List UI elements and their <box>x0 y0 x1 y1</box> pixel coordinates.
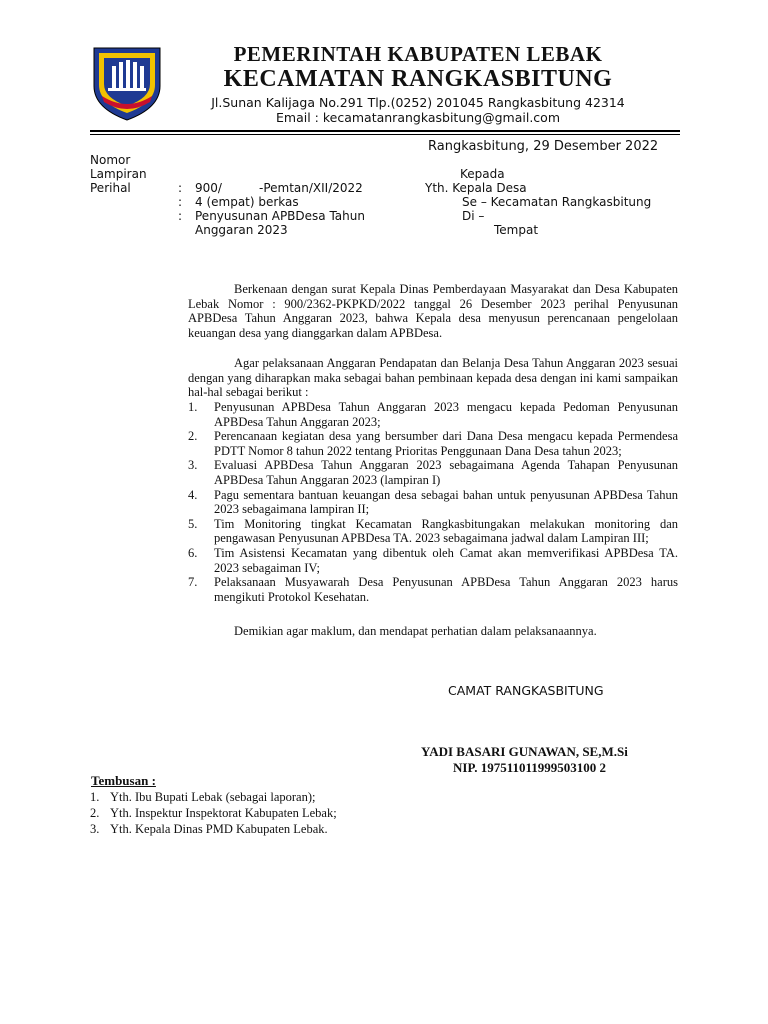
meta-colon-2: : <box>178 195 183 209</box>
recipient-line-1: Yth. Kepala Desa <box>425 181 527 195</box>
body-paragraph-1: Berkenaan dengan surat Kepala Dinas Pemberdayaan Masyarakat dan Desa Kabupaten Lebak Nomor : 900/2362-PKPKD/2022 tanggal 26 Desember 2023 perihal Penyusunan APBDesa Tahun Anggaran 2023, bahwa Kepala desa menyusun perencanaan pengelolaan keuangan desa yang dianggarkan dalam APBDesa. <box>188 282 678 340</box>
body-paragraph-2: Agar pelaksanaan Anggaran Pendapatan dan Belanja Desa Tahun Anggaran 2023 sesuai dengan yang diharapkan maka sebagai bahan pembinaan kepada desa dengan ini kami sampaikan hal-hal sebagai berikut : <box>188 356 678 400</box>
signature-name: YADI BASARI GUNAWAN, SE,M.Si <box>421 744 628 759</box>
date-line: Rangkasbitung, 29 Desember 2022 <box>428 139 659 154</box>
meta-lampiran-value: 4 (empat) berkas <box>195 195 299 209</box>
list-item: 1. Yth. Ibu Bupati Lebak (sebagai laporan); <box>90 790 316 804</box>
meta-colon-3: : <box>178 209 183 223</box>
header-email: Email : kecamatanrangkasbitung@gmail.com <box>276 110 560 125</box>
list-item: 7. Pelaksanaan Musyawarah Desa Penyusunan APBDesa Tahun Anggaran 2023 harus mengikuti Protokol Kesehatan. <box>188 575 678 604</box>
meta-nomor-label: Nomor <box>90 153 131 167</box>
list-item: 4. Pagu sementara bantuan keuangan desa sebagai bahan untuk penyusunan APBDesa Tahun 2023 sebagaimana lampiran II; <box>188 487 678 517</box>
tembusan-label: Tembusan : <box>91 773 156 788</box>
meta-nomor-value-a: 900/ <box>195 181 222 195</box>
meta-lampiran-label: Lampiran <box>90 167 147 181</box>
list-item: 2. Yth. Inspektur Inspektorat Kabupaten Lebak; <box>90 806 337 820</box>
signature-nip: NIP. 197511011999503100 2 <box>453 760 607 775</box>
meta-perihal-value-1: Penyusunan APBDesa Tahun <box>195 209 365 223</box>
signature-title: CAMAT RANGKASBITUNG <box>448 683 604 698</box>
header-divider-thick <box>90 130 680 132</box>
recipient-line-4: Tempat <box>494 223 539 237</box>
meta-nomor-value-b: -Pemtan/XII/2022 <box>259 181 363 195</box>
meta-colon-1: : <box>178 181 183 195</box>
header-government: PEMERINTAH KABUPATEN LEBAK <box>233 42 603 66</box>
meta-perihal-value-2: Anggaran 2023 <box>195 223 288 237</box>
list-item: 2. Perencanaan kegiatan desa yang bersumber dari Dana Desa mengacu kepada Permendesa PDTT Nomor 8 tahun 2022 tentang Prioritas Penggunaan Dana Desa tahun 2023; <box>188 429 678 458</box>
tembusan-list <box>90 789 490 837</box>
header-district: KECAMATAN RANGKASBITUNG <box>223 66 613 92</box>
recipient-line-3: Di – <box>462 209 485 223</box>
recipient-kepada: Kepada <box>460 167 505 181</box>
body-numbered-list <box>188 400 678 604</box>
meta-perihal-label: Perihal <box>90 181 131 195</box>
list-item: 3. Yth. Kepala Dinas PMD Kabupaten Lebak. <box>90 822 328 836</box>
list-item: 5. Tim Monitoring tingkat Kecamatan Rangkasbitungakan melakukan monitoring dan pengawasan Penyusunan APBDesa TA. 2023 sebagaimana jadwal dalam Lampiran III; <box>188 516 678 546</box>
list-item: 6. Tim Asistensi Kecamatan yang dibentuk oleh Camat akan memverifikasi APBDesa TA. 2023 sebagaiman IV; <box>188 545 678 575</box>
header-address: Jl.Sunan Kalijaga No.291 Tlp.(0252) 201045 Rangkasbitung 42314 <box>211 95 625 110</box>
list-item: 3. Evaluasi APBDesa Tahun Anggaran 2023 sebagaimana Agenda Tahapan Penyusunan APBDesa Tahun Anggaran 2023 (lampiran I) <box>188 458 678 487</box>
header-divider-thin <box>90 134 680 135</box>
recipient-line-2: Se – Kecamatan Rangkasbitung <box>462 195 652 209</box>
list-item: 1. Penyusunan APBDesa Tahun Anggaran 2023 mengacu kepada Pedoman Penyusunan APBDesa Tahun Anggaran 2023; <box>188 400 678 429</box>
closing-sentence: Demikian agar maklum, dan mendapat perhatian dalam pelaksanaannya. <box>234 624 597 638</box>
